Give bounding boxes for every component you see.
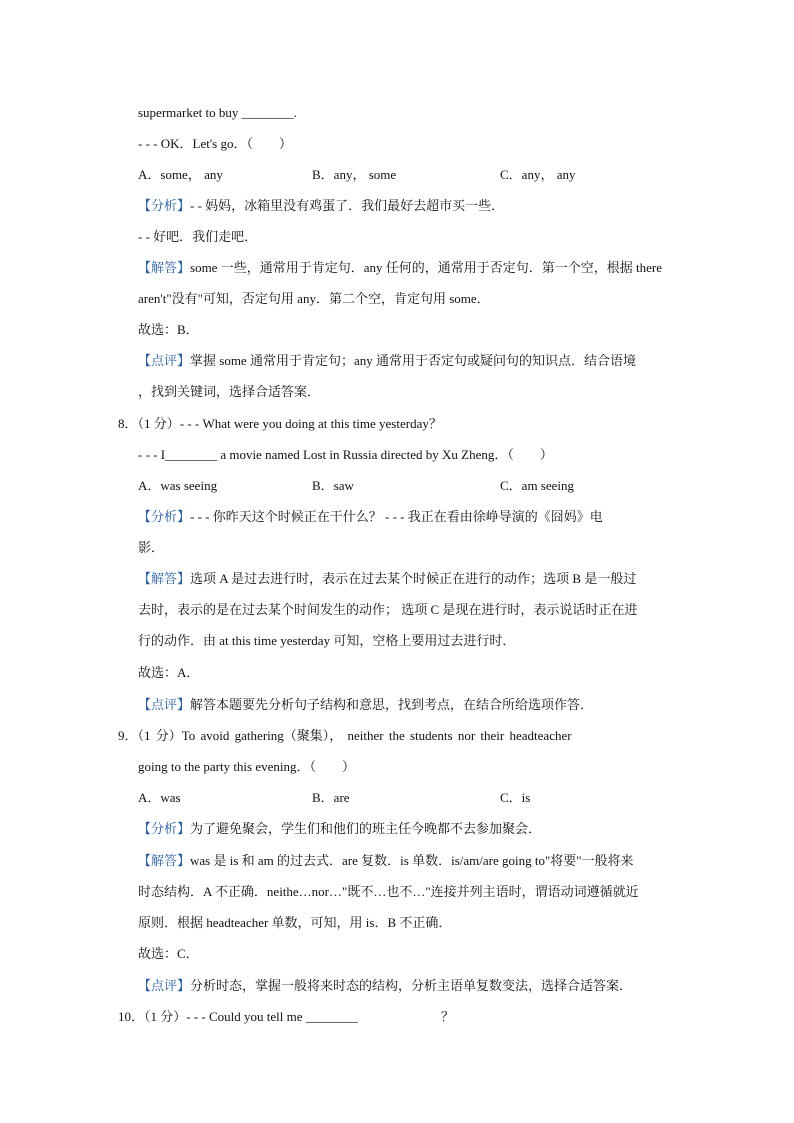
- q9-answer: [138, 852, 634, 870]
- answer-text: was 是 is 和 am 的过去式．are 复数．is 单数．is/am/are going to"将要"一般将来: [190, 853, 634, 868]
- q7-option-c: C．any， any: [500, 167, 576, 182]
- q9-answer-line-2: 时态结构．A 不正确．neithe…nor…"既不…也不…"连接并列主语时，谓语动词遵循就近: [138, 884, 639, 899]
- analysis-tag: 【分析】: [138, 821, 191, 836]
- q7-analysis: [138, 197, 504, 215]
- q9-option-c: C．is: [500, 790, 531, 805]
- q8-comment: [138, 696, 593, 714]
- q9-option-b: B．are: [312, 790, 350, 805]
- q9-continuation: going to the party this evening．（ ）: [138, 759, 356, 774]
- q7-comment: [138, 352, 636, 370]
- analysis-text: - - 妈妈，冰箱里没有鸡蛋了．我们最好去超市买一些．: [190, 198, 505, 213]
- q9-analysis: [138, 820, 541, 838]
- analysis-tag: 【分析】: [138, 509, 191, 524]
- comment-text: 分析时态，掌握一般将来时态的结构，分析主语单复数变法，选择合适答案．: [190, 978, 633, 993]
- q10-question-mark: ？: [441, 1009, 455, 1024]
- answer-tag: 【解答】: [138, 571, 191, 586]
- q8-answer: [138, 570, 636, 588]
- q8-choice: 故选：A．: [138, 665, 200, 680]
- q8-option-a: A．was seeing: [138, 478, 218, 493]
- q8-answer-line-2: 去时，表示的是在过去某个时间发生的动作； 选项 C 是现在进行时，表示说话时正在进: [138, 602, 638, 617]
- q8-reply: - - - I________ a movie named Lost in Russia directed by Xu Zheng．（ ）: [138, 447, 553, 462]
- q7-continuation: supermarket to buy ________.: [138, 105, 297, 120]
- comment-text: 解答本题要先分析句子结构和意思，找到考点，在结合所给选项作答．: [190, 697, 594, 712]
- q8-analysis: [138, 508, 603, 526]
- q9-comment: [138, 977, 632, 995]
- q7-reply: - - - OK．Let's go．（ ）: [138, 136, 292, 151]
- analysis-text: - - - 你昨天这个时候正在干什么？ - - - 我正在看由徐峥导演的《囧妈》电: [190, 509, 603, 524]
- q8-analysis-line-2: 影．: [138, 540, 165, 555]
- answer-text: some 一些，通常用于肯定句．any 任何的，通常用于否定句．第一个空，根据 there: [190, 260, 662, 275]
- q8-stem: 8．（1 分）- - - What were you doing at this time yesterday？: [118, 416, 442, 431]
- q7-answer-line-2: aren't"没有"可知，否定句用 any．第二个空，肯定句用 some．: [138, 291, 490, 306]
- answer-tag: 【解答】: [138, 260, 191, 275]
- q9-stem: 9．（1 分）To avoid gathering（聚集）， neither the students nor their headteacher: [118, 728, 572, 743]
- q9-choice: 故选：C．: [138, 946, 199, 961]
- comment-tag: 【点评】: [138, 978, 191, 993]
- q9-option-a: A．was: [138, 790, 181, 805]
- comment-tag: 【点评】: [138, 697, 191, 712]
- analysis-text: 为了避免聚会，学生们和他们的班主任今晚都不去参加聚会．: [190, 821, 542, 836]
- q7-option-b: B．any， some: [312, 167, 397, 182]
- q7-choice: 故选：B．: [138, 322, 199, 337]
- q7-option-a: A．some， any: [138, 167, 223, 182]
- q8-option-b: B．saw: [312, 478, 354, 493]
- comment-tag: 【点评】: [138, 353, 191, 368]
- answer-text: 选项 A 是过去进行时，表示在过去某个时候正在进行的动作；选项 B 是一般过: [190, 571, 637, 586]
- analysis-tag: 【分析】: [138, 198, 191, 213]
- comment-text: 掌握 some 通常用于肯定句；any 通常用于否定句或疑问句的知识点．结合语境: [190, 353, 636, 368]
- q7-analysis-line-2: - - 好吧．我们走吧．: [138, 229, 258, 244]
- q10-stem: 10．（1 分）- - - Could you tell me ________: [118, 1009, 358, 1024]
- q7-answer: [138, 259, 678, 277]
- answer-tag: 【解答】: [138, 853, 191, 868]
- q8-option-c: C．am seeing: [500, 478, 575, 493]
- q7-comment-line-2: ，找到关键词，选择合适答案．: [138, 384, 321, 399]
- q8-answer-line-3: 行的动作．由 at this time yesterday 可知，空格上要用过去进行时．: [138, 633, 516, 648]
- q9-answer-line-3: 原则．根据 headteacher 单数，可知，用 is．B 不正确．: [138, 915, 452, 930]
